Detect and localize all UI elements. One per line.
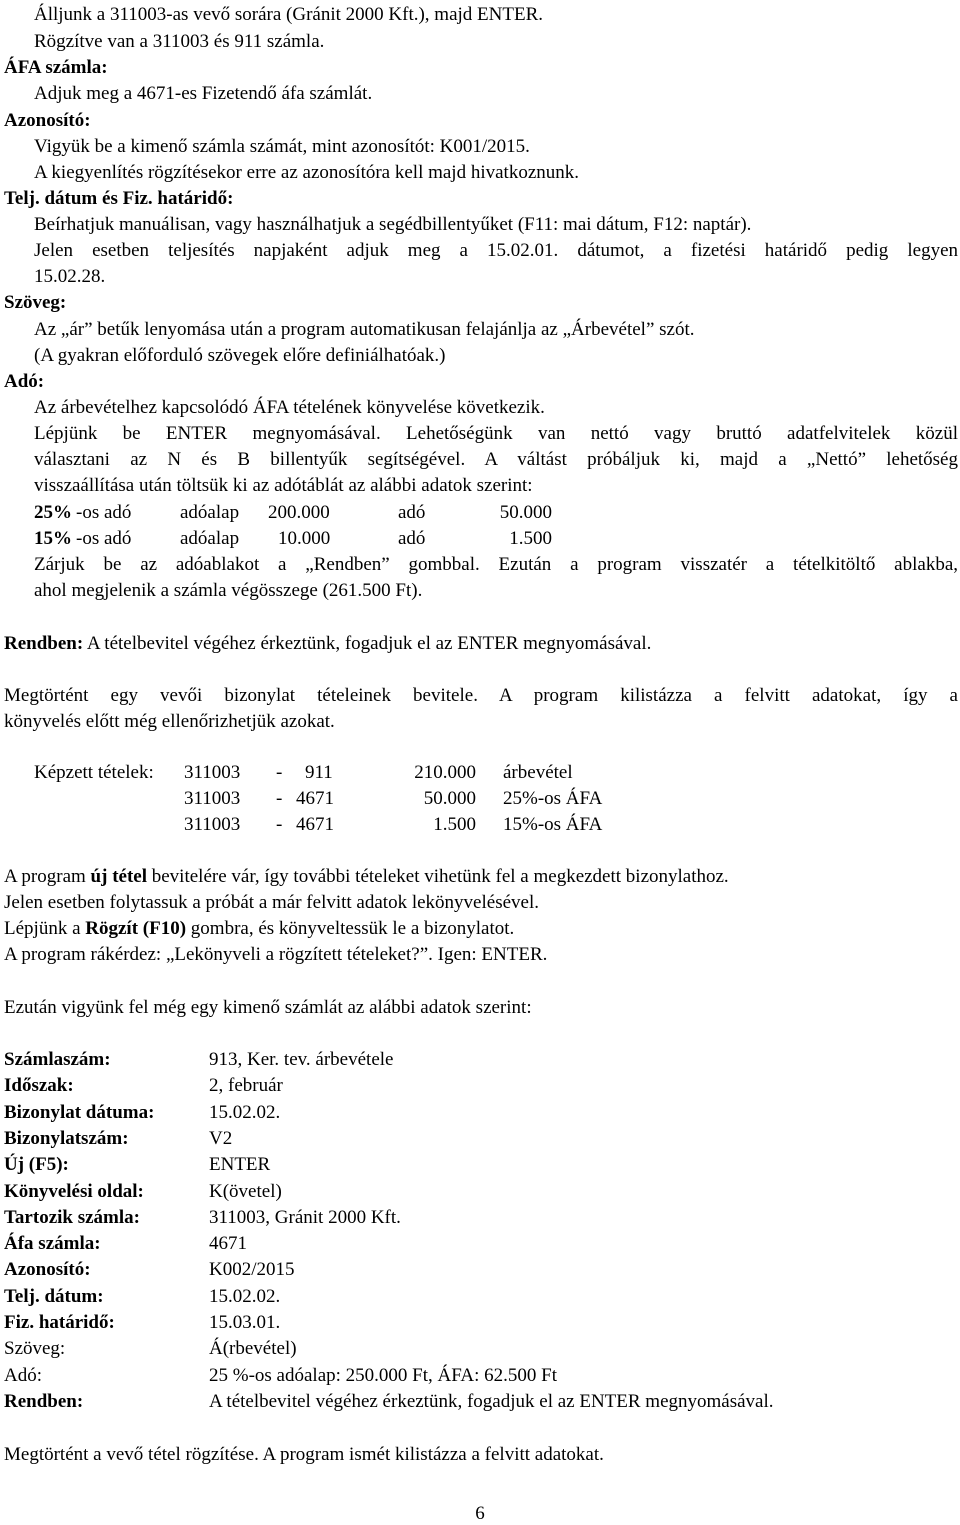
heading-szoveg: Szöveg: (4, 292, 67, 313)
invoice-label: Áfa számla: (4, 1233, 101, 1254)
rendben-text: A tételbevitel végéhez érkeztünk, fogadjuk el az ENTER megnyomásával. (83, 633, 652, 654)
invoice-label: Adó: (4, 1365, 42, 1386)
text-line: Jelen esetben teljesítés napjaként adjuk meg a 15.02.01. dátumot, a fizetési határidő pedig legyen (34, 240, 958, 261)
text-line: Rögzítve van a 311003 és 911 számla. (34, 31, 325, 52)
base-label: adóalap (180, 528, 240, 549)
invoice-value: 15.02.02. (209, 1102, 281, 1123)
text-line: Az árbevételhez kapcsolódó ÁFA tételének könyvelése következik. (34, 397, 545, 418)
invoice-label: Bizonylatszám: (4, 1128, 129, 1149)
invoice-label: Fiz. határidő: (4, 1312, 115, 1333)
invoice-label: Számlaszám: (4, 1049, 111, 1070)
item-desc: 15%-os ÁFA (503, 814, 603, 835)
text-line: Megtörtént egy vevői bizonylat tételeinek bevitele. A program kilistázza a felvitt adatokat, így a (4, 685, 958, 706)
item-amount: 50.000 (423, 788, 476, 809)
heading-afa: ÁFA számla: (4, 57, 108, 78)
text-line: választani az N és B billentyűk segítségével. A váltást próbáljuk ki, majd a „Nettó” lehetőség (34, 449, 958, 470)
invoice-value: A tételbevitel végéhez érkeztünk, fogadjuk el az ENTER megnyomásával. (209, 1391, 774, 1412)
invoice-label: Telj. dátum: (4, 1286, 104, 1307)
text-line: Beírhatjuk manuálisan, vagy használhatjuk a segédbillentyűket (F11: mai dátum, F12: naptár). (34, 214, 752, 235)
invoice-value: V2 (209, 1128, 233, 1149)
item-desc: 25%-os ÁFA (503, 788, 603, 809)
emphasis-uj-tetel: új tétel (90, 866, 147, 887)
item-credit: 911 (305, 762, 333, 783)
emphasis-rogzit: Rögzít (F10) (85, 918, 187, 939)
invoice-value: Á(rbevétel) (209, 1338, 297, 1359)
item-sep: - (276, 814, 283, 835)
invoice-label: Könyvelési oldal: (4, 1181, 144, 1202)
tax-value-label: adó (398, 528, 426, 549)
invoice-value: 4671 (209, 1233, 247, 1254)
heading-azonosito: Azonosító: (4, 110, 91, 131)
tax-rate: 25% (34, 502, 72, 523)
text-span: A program (4, 866, 91, 887)
base-value: 200.000 (268, 502, 330, 523)
item-amount: 210.000 (414, 762, 476, 783)
page-number: 6 (475, 1503, 485, 1524)
invoice-label: Bizonylat dátuma: (4, 1102, 155, 1123)
text-line: Adjuk meg a 4671-es Fizetendő áfa számlát. (34, 83, 373, 104)
text-line (4, 866, 729, 888)
tax-rate: 15% (34, 528, 72, 549)
text-span: gombra, és könyveltessük le a bizonylatot. (186, 918, 515, 939)
text-line: visszaállítása után töltsük ki az adótáblát az alábbi adatok szerint: (34, 475, 533, 496)
items-label: Képzett tételek: (34, 762, 154, 783)
text-line: Vigyük be a kimenő számla számát, mint azonosítót: K001/2015. (34, 136, 530, 157)
item-debit: 311003 (184, 788, 241, 809)
tax-label: -os adó (76, 528, 132, 549)
base-label: adóalap (180, 502, 240, 523)
item-amount: 1.500 (433, 814, 476, 835)
text-line (4, 918, 514, 940)
text-line: Jelen esetben folytassuk a próbát a már felvitt adatok lekönyvelésével. (4, 892, 539, 913)
item-sep: - (276, 788, 283, 809)
invoice-value: 2, február (209, 1075, 283, 1096)
invoice-label: Szöveg: (4, 1338, 66, 1359)
rendben-label: Rendben: (4, 633, 84, 654)
invoice-value: 913, Ker. tev. árbevétele (209, 1049, 394, 1070)
text-span: Lépjünk a (4, 918, 86, 939)
invoice-label: Rendben: (4, 1391, 84, 1412)
text-line: 15.02.28. (34, 266, 106, 287)
text-line: A kiegyenlítés rögzítésekor erre az azonosítóra kell majd hivatkoznunk. (34, 162, 580, 183)
item-desc: árbevétel (503, 762, 573, 783)
invoice-value: ENTER (209, 1154, 271, 1175)
invoice-label: Tartozik számla: (4, 1207, 140, 1228)
text-line: könyvelés előtt még ellenőrizhetjük azokat. (4, 711, 335, 732)
text-line: Zárjuk be az adóablakot a „Rendben” gombbal. Ezután a program visszatér a tételkitöltő ablakba, (34, 554, 958, 575)
invoice-value: 311003, Gránit 2000 Kft. (209, 1207, 401, 1228)
invoice-label: Időszak: (4, 1075, 74, 1096)
text-line: Lépjünk be ENTER megnyomásával. Lehetőségünk van nettó vagy bruttó adatfelvitelek közül (34, 423, 958, 444)
heading-ado: Adó: (4, 371, 45, 392)
text-line: Megtörtént a vevő tétel rögzítése. A program ismét kilistázza a felvitt adatokat. (4, 1444, 604, 1465)
item-credit: 4671 (296, 814, 334, 835)
item-sep: - (276, 762, 283, 783)
text-line: Az „ár” betűk lenyomása után a program automatikusan felajánlja az „Árbevétel” szót. (34, 319, 695, 340)
invoice-value: 25 %-os adóalap: 250.000 Ft, ÁFA: 62.500 Ft (209, 1365, 557, 1386)
item-debit: 311003 (184, 762, 241, 783)
text-line: A program rákérdez: „Lekönyveli a rögzített tételeket?”. Igen: ENTER. (4, 944, 548, 965)
text-line: ahol megjelenik a számla végösszege (261.500 Ft). (34, 580, 423, 601)
invoice-value: 15.02.02. (209, 1286, 281, 1307)
invoice-value: 15.03.01. (209, 1312, 281, 1333)
invoice-value: K(övetel) (209, 1181, 282, 1202)
tax-value: 50.000 (499, 502, 552, 523)
invoice-label: Új (F5): (4, 1154, 69, 1175)
tax-label: -os adó (76, 502, 132, 523)
item-debit: 311003 (184, 814, 241, 835)
tax-value-label: adó (398, 502, 426, 523)
rendben-line (4, 633, 651, 655)
tax-value: 1.500 (509, 528, 552, 549)
text-line: Ezután vigyünk fel még egy kimenő számlát az alábbi adatok szerint: (4, 997, 532, 1018)
heading-telj-datum: Telj. dátum és Fiz. határidő: (4, 188, 234, 209)
item-credit: 4671 (296, 788, 334, 809)
base-value: 10.000 (278, 528, 331, 549)
text-line: (A gyakran előforduló szövegek előre definiálhatóak.) (34, 345, 446, 366)
invoice-label: Azonosító: (4, 1259, 91, 1280)
text-span: bevitelére vár, így további tételeket vihetünk fel a megkezdett bizonylathoz. (147, 866, 729, 887)
text-line: Álljunk a 311003-as vevő sorára (Gránit 2000 Kft.), majd ENTER. (34, 4, 544, 25)
invoice-value: K002/2015 (209, 1259, 295, 1280)
